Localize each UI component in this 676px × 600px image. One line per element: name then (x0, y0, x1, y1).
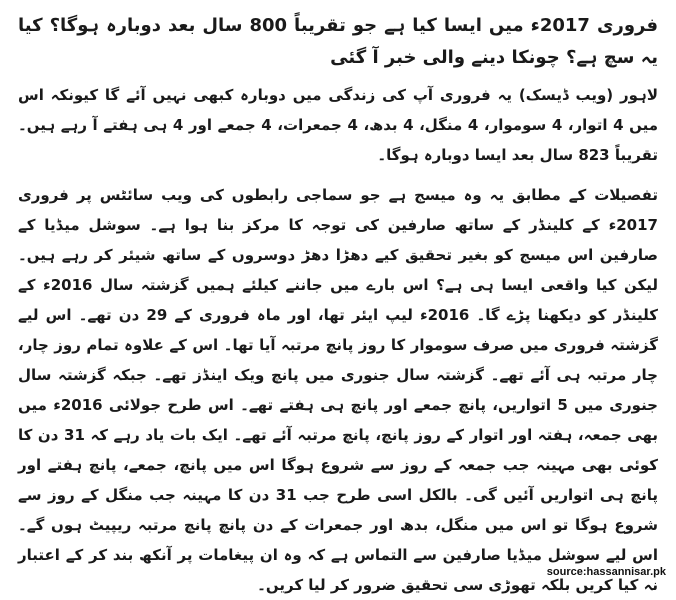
source-credit (547, 566, 666, 578)
article (18, 10, 658, 600)
source-text: source:hassannisar.pk (546, 566, 666, 578)
article-intro: لاہور (ویب ڈیسک) یہ فروری آپ کی زندگی میں دوبارہ کبھی نہیں آئے گا کیونکہ اس میں 4 اتوار، 4 سوموار، 4 منگل، 4 بدھ، 4 جمعرات، 4 جمعے اور 4 ہی ہفتے آ رہے ہیں۔ تقریباً 823 سال بعد ایسا دوبارہ ہوگا۔ (18, 86, 658, 164)
article-body: تفصیلات کے مطابق یہ وہ میسج ہے جو سماجی رابطوں کی ویب سائٹس پر فروری 2017ء کے کلینڈر کے ساتھ صارفین کی توجہ کا مرکز بنا ہوا ہے۔ سوشل میڈیا کے صارفین اس میسج کو بغیر تحقیق کیے دھڑا دھڑ دوسروں کے ساتھ شیئر کر رہے ہیں۔ لیکن کیا واقعی ایسا ہی ہے؟ اس بارے میں جاننے کیلئے ہمیں گزشتہ سال 2016ء کے کلینڈر کو دیکھنا پڑے گا۔ 2016ء لیپ ایئر تھا، اور ماہ فروری کے 29 دن تھے۔ اس لیے گزشتہ فروری میں صرف سوموار کا روز پانچ مرتبہ آیا تھا۔ اس کے علاوہ تمام روز چار، چار مرتبہ ہی آئے تھے۔ گزشتہ سال جنوری میں پانچ ویک اینڈز تھے۔ جبکہ گزشتہ سال جنوری میں 5 اتواریں، پانچ جمعے اور پانچ ہی ہفتے تھے۔ اس طرح جولائی 2016ء میں بھی جمعہ، ہفتہ اور اتوار کے روز پانچ، پانچ مرتبہ آئے تھے۔ ایک بات یاد رہے کہ 31 دن کا کوئی بھی مہینہ جب جمعہ کے روز سے شروع ہوگا اس میں پانچ، جمعے، پانچ ہفتے اور پانچ ہی اتواریں آئیں گی۔ بالکل اسی طرح جب 31 دن کا مہینہ جب منگل کے روز سے شروع ہوگا تو اس میں منگل، بدھ اور جمعرات کے دن پانچ پانچ مرتبہ ریپیٹ ہوں گے۔ اس لیے سوشل میڈیا صارفین سے التماس ہے کہ وہ ان پیغامات پر آنکھ بند کر کے اعتبار نہ کیا کریں بلکہ تھوڑی سی تحقیق ضرور کر لیا کریں۔ (18, 186, 658, 594)
article-headline: فروری 2017ء میں ایسا کیا ہے جو تقریباً 800 سال بعد دوبارہ ہوگا؟ کیا یہ سچ ہے؟ چونکا دینے والی خبر آ گئی (18, 15, 658, 68)
